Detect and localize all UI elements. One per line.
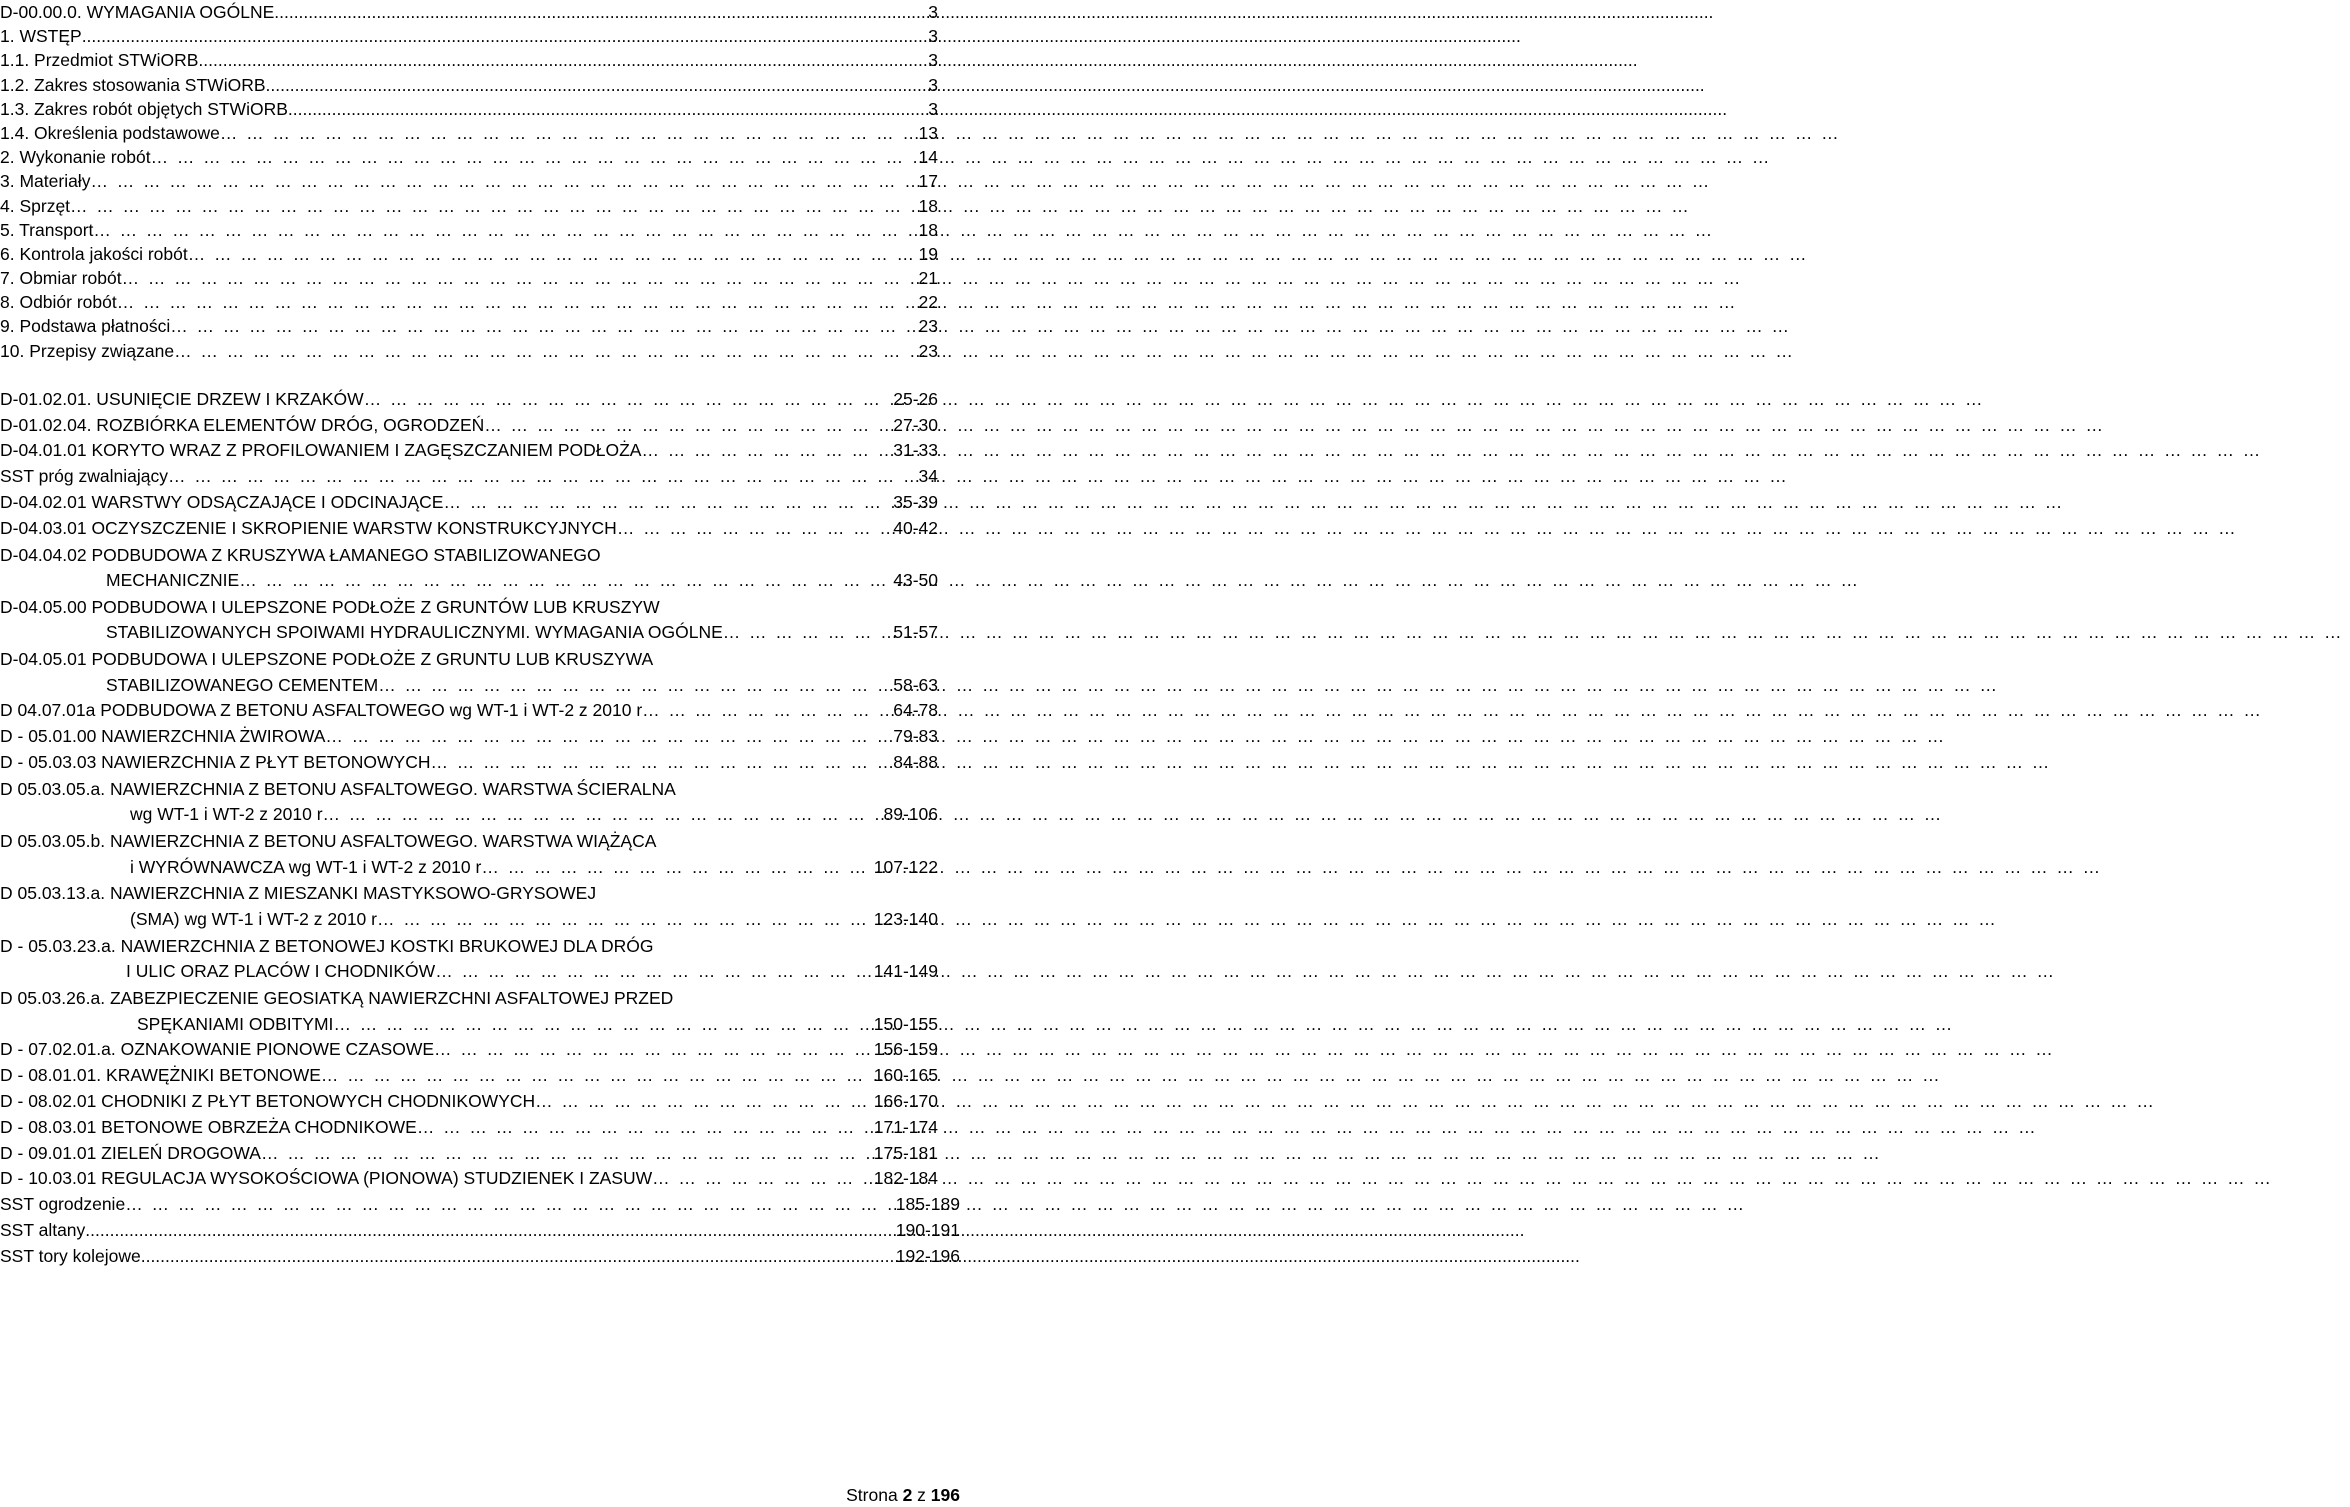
toc-leader [239,568,893,594]
toc-leader [641,438,893,464]
toc-leader [151,145,919,169]
toc-leader [141,1244,896,1270]
toc-entry-page: 25-26 [893,388,938,409]
toc-entry-page: 185-189 [895,1194,960,1215]
toc-entry-continuation[interactable] [0,802,960,828]
toc-entry-label: D-00.00.0. WYMAGANIA OGÓLNE [0,2,275,22]
toc-entry[interactable] [0,1244,960,1270]
toc-leader [617,516,893,542]
toc-entry-label: D-04.01.01 KORYTO WRAZ Z PROFILOWANIEM I ZAGĘSZCZANIEM PODŁOŻA [0,440,642,461]
toc-entry[interactable] [0,1089,960,1115]
toc-entry-page: 190-191 [895,1219,960,1240]
toc-entry-page: 150-155 [873,1013,938,1034]
toc-entry-page: 79-83 [893,726,938,747]
toc-entry-label: D-04.04.02 PODBUDOWA Z KRUSZYWA ŁAMANEGO STABILIZOWANEGO [0,544,601,565]
toc-leader [642,698,893,724]
toc-entry-page: 3 [928,74,938,95]
toc-entry-label: D - 05.01.00 NAWIERZCHNIA ŻWIROWA [0,726,326,747]
toc-entry-first-line[interactable] [0,646,960,673]
toc-entry-continuation[interactable] [0,959,960,985]
toc-entry[interactable] [0,1115,960,1141]
toc-leader [122,266,919,290]
toc-entry-page: 18 [918,195,938,216]
toc-entry-label: SST altany [0,1219,86,1240]
toc-leader [321,1063,874,1089]
toc-entry-page: 3 [928,2,938,22]
toc-entry[interactable] [0,314,960,338]
toc-leader [435,959,874,985]
toc-entry-page: 18 [918,219,938,240]
toc-entry[interactable] [0,290,960,314]
toc-entry[interactable] [0,145,960,169]
toc-entry-first-line[interactable] [0,933,960,960]
toc-entry-page: 160-165 [873,1065,938,1086]
toc-entry-page: 17 [918,171,938,192]
toc-entry-page: 23 [918,316,938,337]
toc-entry-page: 141-149 [873,961,938,982]
toc-entry-page: 13 [918,122,938,143]
toc-entry-page: 123-140 [873,908,938,929]
toc-leader [430,750,893,776]
toc-entry-page: 166-170 [873,1090,938,1111]
toc-entry-label: D - 09.01.01 ZIELEŃ DROGOWA [0,1142,261,1163]
toc-entry[interactable] [0,266,960,290]
toc-entry-label: D - 07.02.01.a. OZNAKOWANIE PIONOWE CZASOWE [0,1039,435,1060]
toc-entry-page: 22 [918,292,938,313]
toc-leader [261,1141,874,1167]
toc-entry-label: D - 10.03.01 REGULACJA WYSOKOŚCIOWA (PIONOWA) STUDZIENEK I ZASUW [0,1168,653,1189]
toc-leader [188,242,919,266]
toc-entry-label: D - 05.03.23.a. NAWIERZCHNIA Z BETONOWEJ KOSTKI BRUKOWEJ DLA DRÓG [0,935,654,956]
footer-current-page: 2 [902,1485,913,1505]
table-of-contents [0,0,960,1270]
toc-entry[interactable] [0,1141,960,1167]
toc-entry-first-line[interactable] [0,542,960,569]
toc-entry-continuation[interactable] [0,620,960,646]
toc-leader [85,1218,895,1244]
toc-entry-label: D-01.02.01. USUNIĘCIE DRZEW I KRZAKÓW [0,388,364,409]
toc-entry[interactable] [0,0,960,24]
toc-entry-label: SST tory kolejowe [0,1245,141,1266]
toc-entry[interactable] [0,724,960,750]
toc-entry-label: 5. Transport [0,219,94,240]
toc-entry-page: 21 [918,268,938,289]
toc-leader [198,48,928,72]
toc-entry-label: D-04.02.01 WARSTWY ODSĄCZAJĄCE I ODCINAJĄCE [0,492,444,512]
toc-entry-label: MECHANICZNIE [106,570,240,591]
toc-entry-page: 51-57 [893,622,938,643]
toc-leader [481,855,873,881]
toc-entry[interactable] [0,218,960,242]
toc-entry-page: 3 [928,98,938,119]
toc-entry-label: 1.1. Przedmiot STWiORB [0,50,199,71]
toc-entry[interactable] [0,490,960,516]
toc-entry[interactable] [0,1063,960,1089]
toc-entry-label: D 04.07.01a PODBUDOWA Z BETONU ASFALTOWEGO wg WT-1 i WT-2 z 2010 r [0,700,643,721]
toc-entry-label: wg WT-1 i WT-2 z 2010 r [130,804,323,825]
toc-entry[interactable] [0,516,960,542]
toc-leader [70,194,918,218]
toc-leader [417,1115,874,1141]
toc-entry[interactable] [0,194,960,218]
toc-general-list [0,0,960,363]
toc-entry-label: 1. WSTĘP [0,26,82,47]
footer-prefix: Strona [846,1485,898,1505]
toc-leader [378,673,893,699]
toc-entry-page: 35-39 [893,492,938,512]
toc-entry-page: 175-181 [873,1142,938,1163]
toc-leader [117,290,919,314]
toc-entry[interactable] [0,48,960,72]
toc-entry-page: 3 [928,50,938,71]
toc-entry-page: 192-196 [895,1245,960,1266]
toc-leader [288,97,928,121]
toc-leader [174,339,918,363]
toc-leader [170,314,918,338]
toc-entry-first-line[interactable] [0,985,960,1012]
toc-entry-page: 84-88 [893,752,938,773]
toc-entry-page: 3 [928,26,938,47]
toc-entry-page: 64-78 [893,700,938,721]
toc-entry-label: D - 08.01.01. KRAWĘŻNIKI BETONOWE [0,1065,321,1086]
toc-entry-label: 9. Podstawa płatności [0,316,171,337]
toc-entry[interactable] [0,464,960,490]
toc-entry-first-line[interactable] [0,880,960,907]
toc-leader [535,1089,874,1115]
toc-entry[interactable] [0,73,960,97]
footer-separator: z [917,1485,926,1505]
toc-entry[interactable] [0,413,960,439]
toc-entry[interactable] [0,97,960,121]
toc-entry[interactable] [0,1166,960,1192]
toc-entry-page: 182-184 [873,1168,938,1189]
toc-entry-label: I ULIC ORAZ PLACÓW I CHODNIKÓW [126,961,436,982]
toc-entry-first-line[interactable] [0,828,960,855]
toc-entry-page: 27-30 [893,414,938,435]
toc-leader [333,1012,873,1038]
toc-leader [443,490,893,516]
toc-entry-first-line[interactable] [0,594,960,621]
toc-entry-continuation[interactable] [0,907,960,933]
toc-entry-label: 4. Sprzęt [0,195,71,216]
toc-leader [274,0,928,24]
toc-entry[interactable] [0,242,960,266]
toc-leader [90,169,918,193]
toc-entry-continuation[interactable] [0,673,960,699]
toc-entry[interactable] [0,438,960,464]
toc-entry-label: D 05.03.05.a. NAWIERZCHNIA Z BETONU ASFALTOWEGO. WARSTWA ŚCIERALNA [0,778,676,799]
toc-entry-label: 2. Wykonanie robót [0,147,151,168]
toc-entry-page: 34 [918,466,938,487]
toc-entry-continuation[interactable] [0,568,960,594]
toc-leader [377,907,874,933]
toc-entry-label: 8. Odbiór robót [0,292,117,313]
toc-entry-label: D - 08.03.01 BETONOWE OBRZEŻA CHODNIKOWE [0,1116,417,1137]
toc-entry-page: 107-122 [873,856,938,877]
toc-entry-label: D-04.05.00 PODBUDOWA I ULEPSZONE PODŁOŻE Z GRUNTÓW LUB KRUSZYW [0,596,660,617]
toc-leader [364,387,894,413]
toc-entry-continuation[interactable] [0,1012,960,1038]
toc-entry-page: 31-33 [893,440,938,461]
toc-entry-page: 171-174 [873,1116,938,1137]
toc-entry-label: 3. Materiały [0,171,91,192]
toc-leader [652,1166,874,1192]
toc-entry-page: 156-159 [873,1039,938,1060]
toc-leader [220,121,919,145]
toc-leader [82,24,929,48]
toc-entry-page: 43-50 [893,570,938,591]
toc-entry-label: D - 05.03.03 NAWIERZCHNIA Z PŁYT BETONOWYCH [0,752,431,773]
toc-entry[interactable] [0,169,960,193]
toc-entry-label: STABILIZOWANEGO CEMENTEM [106,674,379,695]
toc-entry[interactable] [0,750,960,776]
toc-entry-page: 23 [918,340,938,361]
toc-entry-label: D-01.02.04. ROZBIÓRKA ELEMENTÓW DRÓG, OGRODZEŃ [0,414,485,435]
toc-entry[interactable] [0,1192,960,1218]
toc-leader [323,802,884,828]
toc-entry-continuation[interactable] [0,855,960,881]
toc-entry-label: SST ogrodzenie [0,1194,126,1215]
toc-entry-label: D 05.03.26.a. ZABEZPIECZENIE GEOSIATKĄ NAWIERZCHNI ASFALTOWEJ PRZED [0,988,674,1009]
toc-entry-label: i WYRÓWNAWCZA wg WT-1 i WT-2 z 2010 r [130,856,482,877]
toc-leader [723,620,893,646]
toc-entry-page: 19 [918,243,938,264]
toc-leader [125,1192,896,1218]
toc-leader [168,464,919,490]
toc-entry[interactable] [0,121,960,145]
toc-entry-label: D 05.03.13.a. NAWIERZCHNIA Z MIESZANKI MASTYKSOWO-GRYSOWEJ [0,883,597,904]
toc-entry-label: SST próg zwalniający [0,466,168,487]
toc-entry-label: 1.2. Zakres stosowania STWiORB [0,74,266,95]
toc-entry-label: STABILIZOWANYCH SPOIWAMI HYDRAULICZNYMI. WYMAGANIA OGÓLNE [106,622,723,643]
toc-leader [434,1037,874,1063]
toc-entry[interactable] [0,698,960,724]
toc-entry-label: D-04.05.01 PODBUDOWA I ULEPSZONE PODŁOŻE Z GRUNTU LUB KRUSZYWA [0,649,654,670]
toc-entry-page: 58-63 [893,674,938,695]
toc-entry-label: 6. Kontrola jakości robót [0,243,188,264]
toc-entry-label: 1.3. Zakres robót objętych STWiORB [0,98,288,119]
toc-spacer [0,363,960,387]
footer-total-pages: 196 [930,1485,960,1505]
toc-entry[interactable] [0,24,960,48]
toc-entry-label: 1.4. Określenia podstawowe [0,122,220,143]
toc-leader [266,73,929,97]
toc-entry[interactable] [0,1218,960,1244]
toc-entry-page: 89-106 [883,804,938,825]
toc-leader [93,218,918,242]
toc-entry-label: 7. Obmiar robót [0,268,122,289]
toc-entry[interactable] [0,387,960,413]
toc-entry-label: D - 08.02.01 CHODNIKI Z PŁYT BETONOWYCH CHODNIKOWYCH [0,1090,536,1111]
toc-entry-first-line[interactable] [0,776,960,803]
toc-entry-label: D-04.03.01 OCZYSZCZENIE I SKROPIENIE WARSTW KONSTRUKCYJNYCH [0,517,617,538]
toc-entry-page: 14 [918,147,938,168]
page-footer [846,1484,960,1506]
toc-entry-label: SPĘKANIAMI ODBITYMI [137,1013,334,1034]
toc-entry-label: (SMA) wg WT-1 i WT-2 z 2010 r [130,908,377,929]
toc-entry[interactable] [0,1037,960,1063]
toc-leader [484,413,893,439]
toc-entry-label: 10. Przepisy związane [0,340,175,361]
toc-entry-page: 40-42 [893,517,938,538]
toc-entry[interactable] [0,339,960,363]
toc-leader [325,724,893,750]
toc-entry-label: D 05.03.05.b. NAWIERZCHNIA Z BETONU ASFALTOWEGO. WARSTWA WIĄŻĄCA [0,831,657,852]
